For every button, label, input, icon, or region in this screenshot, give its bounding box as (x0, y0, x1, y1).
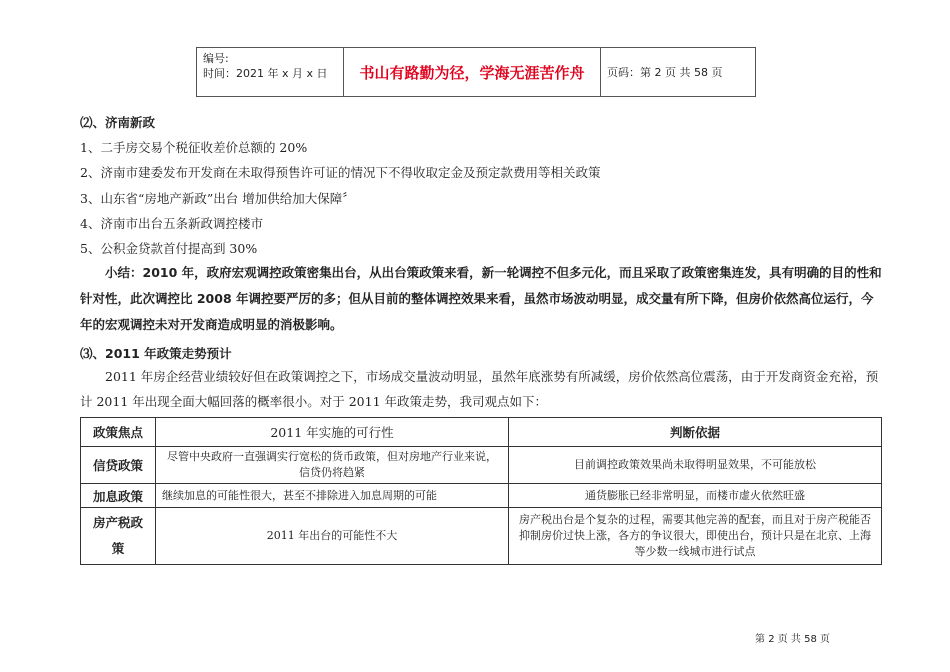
table-row (81, 508, 882, 565)
section-title: ⑶、2011 年政策走势预计 (80, 346, 232, 361)
page-label: 页码：第 2 页 共 58 页 (601, 48, 756, 97)
policy-focus: 信贷政策 (81, 447, 156, 484)
number-label: 编号: (203, 52, 229, 65)
table-row (81, 484, 882, 508)
policy-feasibility: 2011 年出台的可能性不大 (156, 508, 509, 565)
list-item: 2、济南市建委发布开发商在未取得预售许可证的情况下不得收取定金及预定款费用等相关政策 (80, 165, 601, 180)
section-title: ⑵、济南新政 (80, 115, 156, 130)
page-footer: 第 2 页 共 58 页 (755, 634, 830, 645)
table-row (81, 447, 882, 484)
list-item: 4、济南市出台五条新政调控楼市 (80, 216, 263, 231)
policy-basis: 通货膨胀已经非常明显，而楼市虚火依然旺盛 (509, 484, 882, 508)
intro-paragraph: 2011 年房企经营业绩较好但在政策调控之下，市场成交量波动明显，虽然年底涨势有所减缓，房价依然高位震荡，由于开发商资金充裕，预计 2011 年出现全面大幅回落的概率很小。对于 2011 年政策走势，我司观点如下： (80, 369, 879, 409)
summary-paragraph: 小结：2010 年，政府宏观调控政策密集出台，从出台策政策来看，新一轮调控不但多元化，而且采取了政策密集连发，具有明确的目的性和针对性，此次调控比 2008 年调控要严厉的多；但从目前的整体调控效果来看，虽然市场波动明显，成交量有所下降，但房价依然高位运行，今年的宏观调控未对开发商造成明显的消极影响。 (80, 265, 882, 332)
list-item: 3、山东省“房地产新政”出台 增加供给加大保障〞 (80, 191, 355, 206)
policy-focus: 加息政策 (81, 484, 156, 508)
list-item: 5、公积金贷款首付提高到 30% (80, 241, 258, 256)
policy-basis: 房产税出台是个复杂的过程，需要其他完善的配套，而且对于房产税能否抑制房价过快上涨，各方的争议很大，即使出台，预计只是在北京、上海等少数一线城市进行试点 (509, 508, 882, 565)
column-header: 2011 年实施的可行性 (156, 418, 509, 447)
motto: 书山有路勤为径，学海无涯苦作舟 (344, 48, 601, 97)
column-header: 判断依据 (509, 418, 882, 447)
policy-focus: 房产税政策 (81, 508, 156, 565)
time-label: 时间：2021 年 x 月 x 日 (203, 67, 328, 80)
column-header: 政策焦点 (81, 418, 156, 447)
policy-table (80, 417, 882, 565)
list-item: 1、二手房交易个税征收差价总额的 20% (80, 140, 308, 155)
header-meta (197, 48, 344, 97)
policy-feasibility: 尽管中央政府一直强调实行宽松的货币政策，但对房地产行业来说，信贷仍将趋紧 (156, 447, 509, 484)
table-header-row (81, 418, 882, 447)
policy-basis: 目前调控政策效果尚未取得明显效果，不可能放松 (509, 447, 882, 484)
policy-feasibility: 继续加息的可能性很大，甚至不排除进入加息周期的可能 (156, 484, 509, 508)
header-table (196, 47, 756, 97)
